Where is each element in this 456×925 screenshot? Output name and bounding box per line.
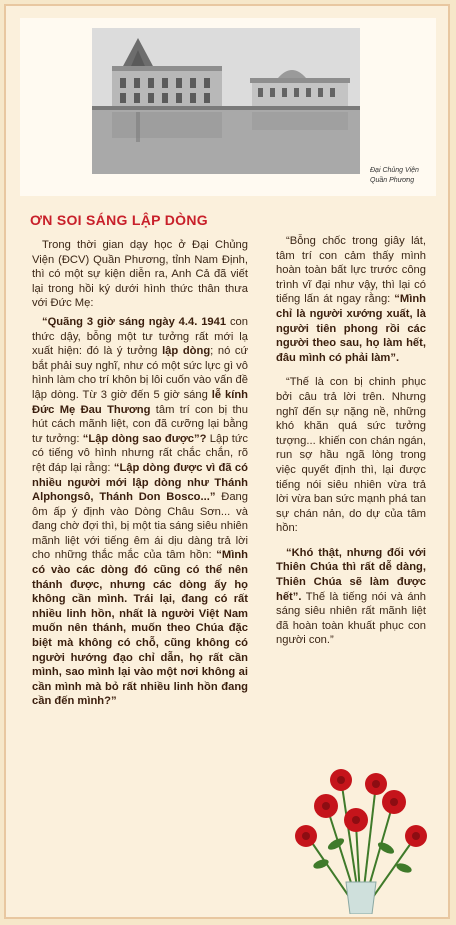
emphasis-feast: lễ kính Đức Mẹ Đau Thương: [32, 388, 248, 416]
text-run: tâm trí con bị thu hút cách mãnh liệt, con đã cưỡng lại bằng tư tưởng:: [32, 403, 249, 445]
photo-caption-line1: Đại Chủng Viện: [370, 167, 419, 174]
text-run: Thế là tiếng nói và ánh sáng siêu nhiên rất mãnh liệt đã hoàn toàn khuất phục con người con.”: [276, 590, 426, 647]
text-run: con thức dậy, bỗng một tư tưởng rất mới lạ xuất hiện: đó là ý tưởng: [32, 315, 248, 358]
right-paragraph-3: [276, 546, 426, 648]
seminary-photo: [92, 28, 360, 174]
right-paragraph-2: “Thế là con bị chinh phục bởi câu trả lời trên. Nhưng nghĩ đến sự nặng nề, những khó khăn quá sức tưởng tượng... khiến con chán ngán, run sợ hầu ngã lòng trong việc quyết định thì, lại được tiếng nói siêu nhiên vừa trả lời vừa ban sức mạnh phá tan sự chán nản, do dự của tâm hồn:: [276, 376, 426, 535]
left-paragraph-2: [32, 315, 248, 709]
photo-caption-line2: Quần Phương: [370, 177, 415, 184]
quote-date: “Quãng 3 giờ sáng ngày 4.4. 1941: [42, 315, 227, 328]
text-run: “Bỗng chốc trong giây lát, tâm trí con cảm thấy mình hoàn toàn bất lực trước công trình vĩ đại như vậy, thì lại có tiếng lấn át ngay rằng:: [276, 235, 426, 306]
emphasis-pioneer: “Mình chỉ là người xướng xuất, là người tiên phong rồi các người theo sau, họ làm hết, đâu mình có phải làm”.: [276, 293, 426, 364]
right-paragraph-1: [276, 234, 426, 365]
left-paragraph-1: Trong thời gian dạy học ở Đại Chủng Viện (ĐCV) Quần Phương, tỉnh Nam Định, thì có một sự kiện diễn ra, Anh Cả đã viết lại trong hồi ký dưới hình thức thân thưa với Đức Mẹ:: [32, 239, 248, 310]
emphasis-question: “Lập dòng sao được”?: [82, 432, 207, 445]
section-title: ƠN SOI SÁNG LẬP DÒNG: [30, 212, 208, 228]
text-run: Đang ôm ấp ý định vào Dòng Châu Sơn... và đang chờ đợi thì, bị một tia sáng siêu nhiên mãnh liệt với tiếng êm ái dịu dàng trả lời cho những thắc mắc của tâm hồn:: [32, 491, 248, 562]
emphasis-god: “Khó thật, nhưng đối với Thiên Chúa thì rất dễ dàng, Thiên Chúa sẽ làm được hết”.: [276, 546, 426, 603]
emphasis-lap-dong: lập dòng: [162, 345, 211, 358]
left-column: [32, 238, 248, 719]
photo-caption: [370, 166, 450, 186]
roses-vase-illustration: [286, 764, 436, 914]
emphasis-answer: “Lập dòng được vì đã có nhiều người mới lập dòng như Thánh Alphongsô, Thánh Don Bosco...”: [32, 461, 248, 504]
text-run: ; nó cứ bắt phải suy nghĩ, như có một sức lực gì vô hình làm cho trí khôn bị lôi cuốn vào vấn đề lập dòng. Từ 3 giờ đến 5 giờ sáng: [32, 345, 248, 401]
text-run: Lập tức có tiếng vô hình nhưng rất chắc chắn, rõ rệt đáp lại rằng:: [32, 432, 248, 474]
emphasis-voice: “Mình có vào các dòng đó cũng có thể nên thánh được, nhưng các dòng ấy họ không cần mình. Trái lại, đang có rất nhiều linh hồn, nhất là người Việt Nam muốn nên thánh, muốn theo Chúa đặc biệt mà không có chỗ, cũng không có người hướng đạo chỉ dẫn, họ rất cần mình, sao mình lại vào một nơi không ai cần mình mà bỏ rất nhiều linh hồn đang cần đến mình?”: [32, 549, 248, 708]
right-column: [276, 234, 426, 658]
photo-panel: [20, 18, 436, 196]
